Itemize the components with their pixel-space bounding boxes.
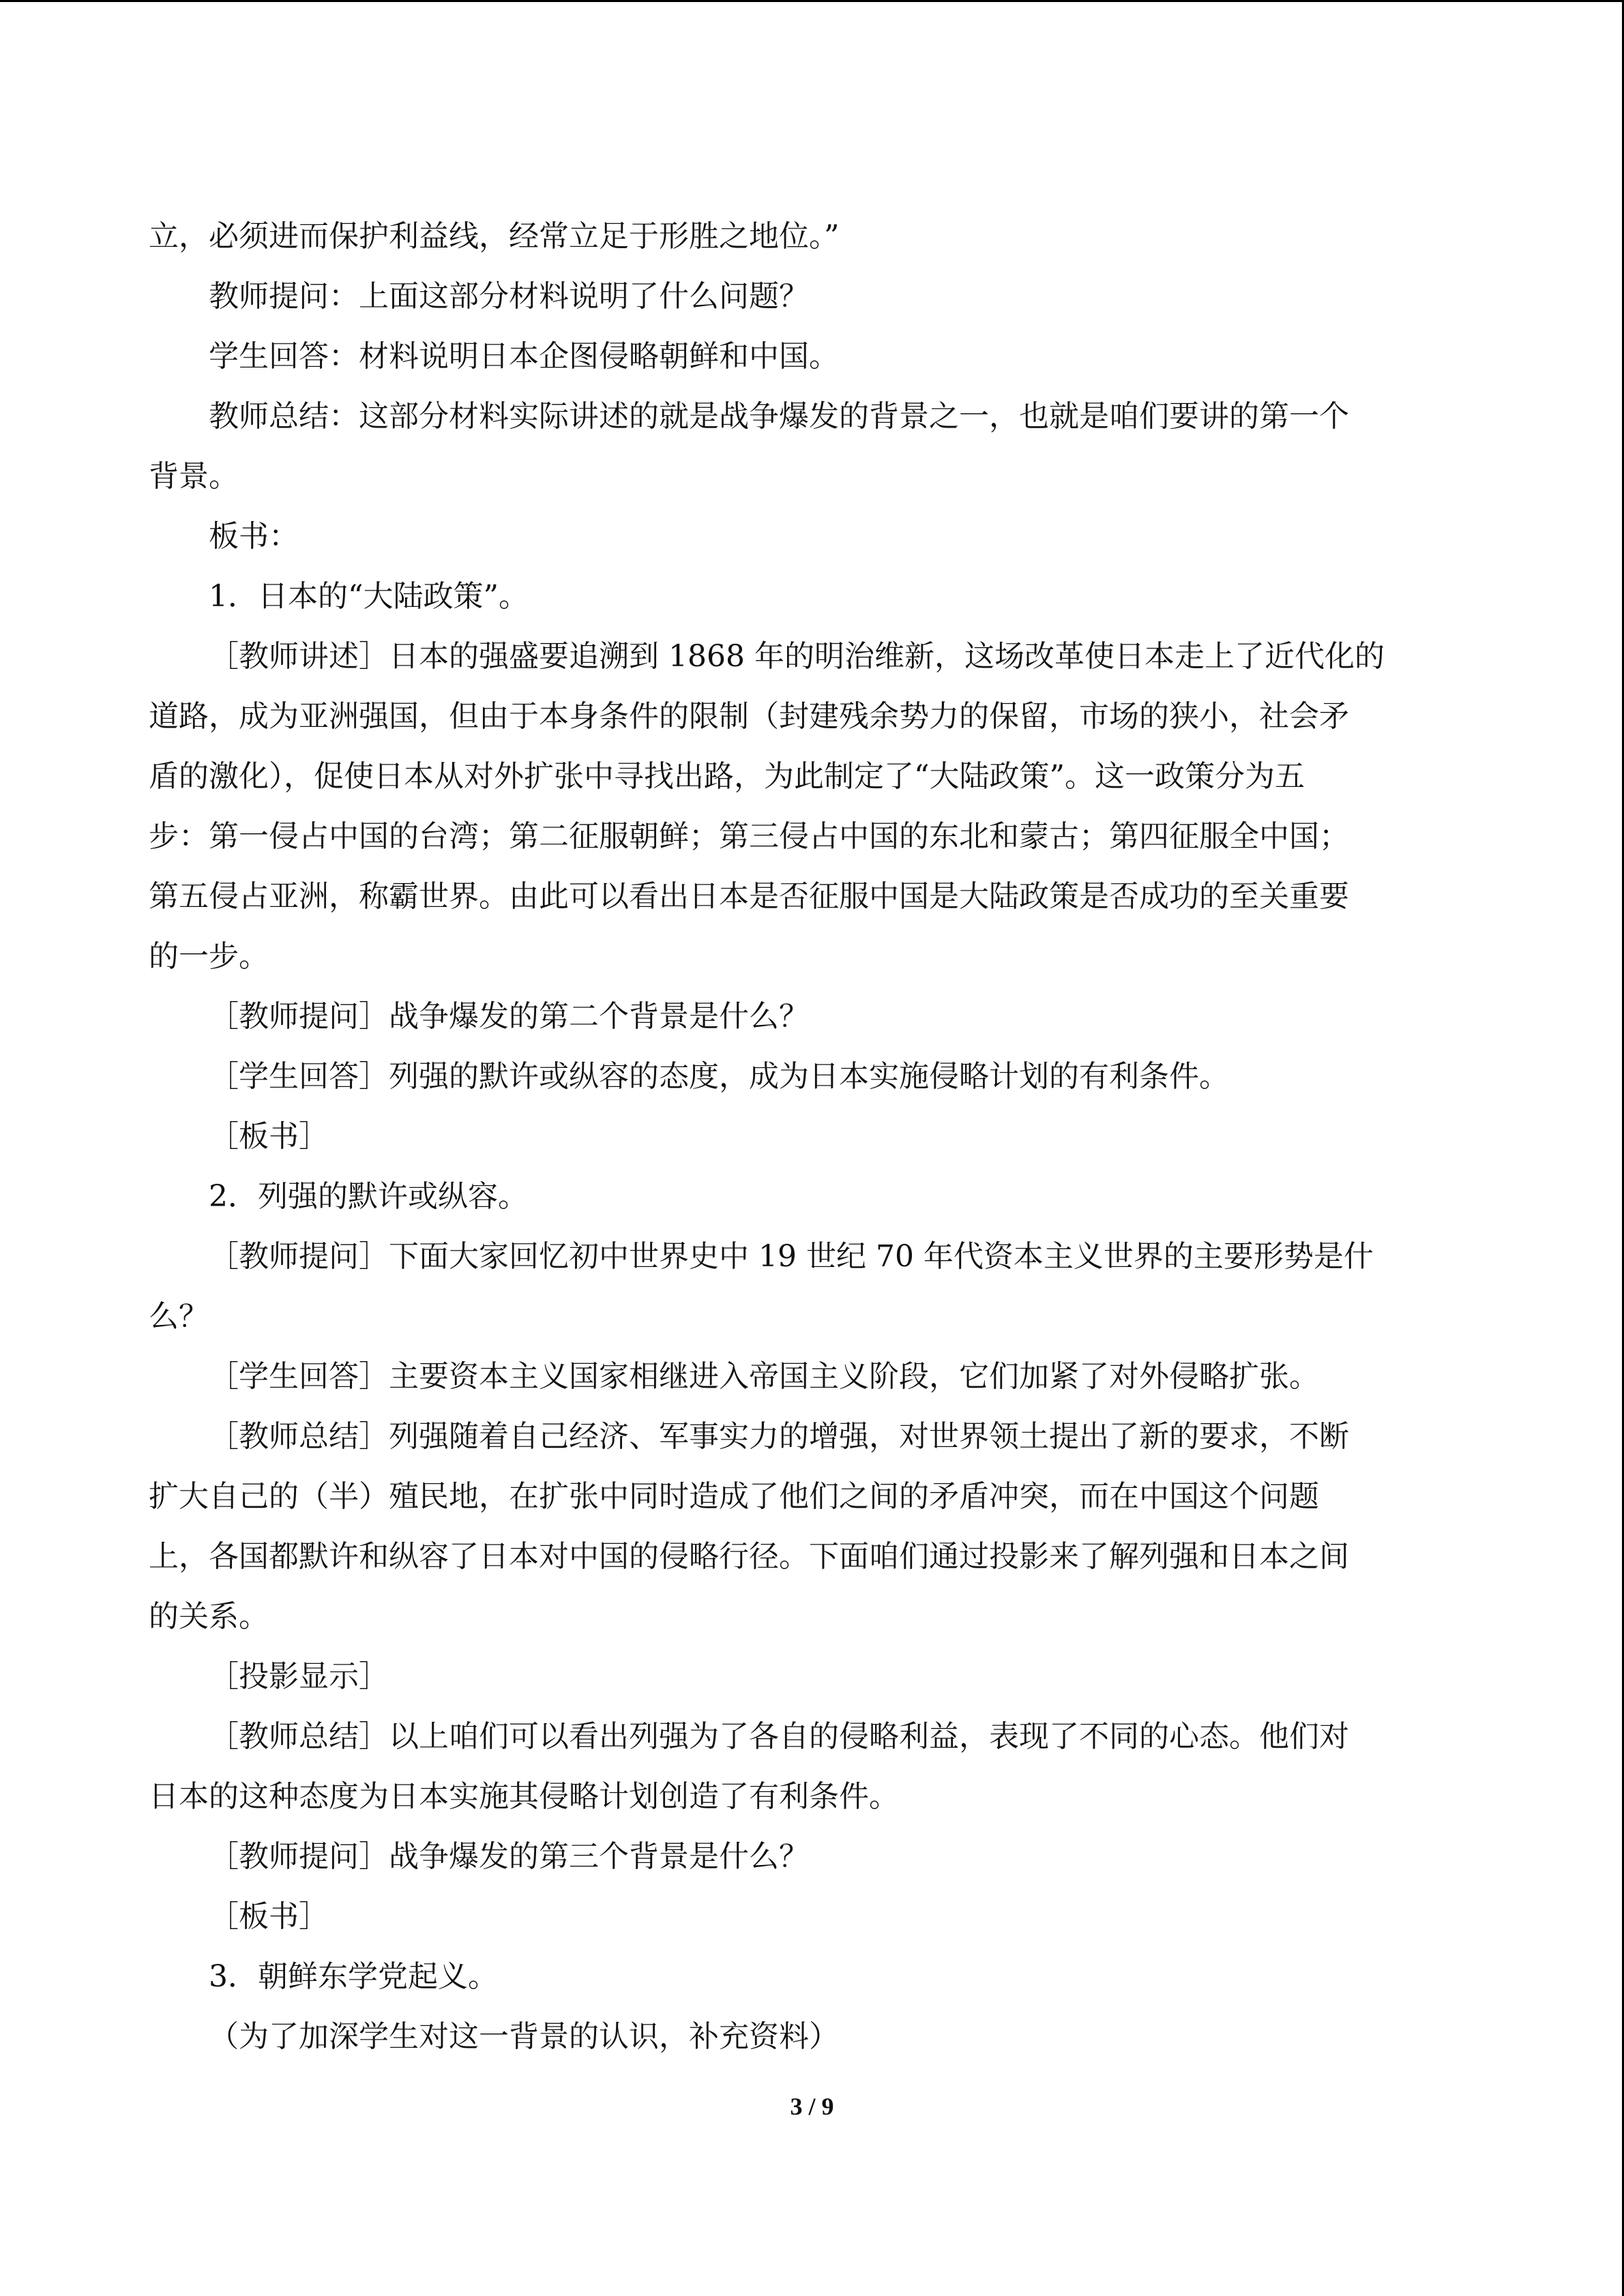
text-line: 道路，成为亚洲强国，但由于本身条件的限制（封建残余势力的保留，市场的狭小，社会矛: [149, 699, 1349, 734]
text-line: 教师提问：上面这部分材料说明了什么问题？: [209, 279, 809, 314]
text-line: ［板书］: [209, 1119, 329, 1154]
text-line: 盾的激化），促使日本从对外扩张中寻找出路，为此制定了“大陆政策”。这一政策分为五: [149, 759, 1305, 794]
text-line: ［教师讲述］日本的强盛要追溯到 1868 年的明治维新，这场改革使日本走上了近代化的: [209, 639, 1385, 674]
text-line: 立，必须进而保护利益线，经常立足于形胜之地位。”: [149, 219, 840, 254]
text-line: 板书：: [209, 519, 299, 554]
text-line: ［板书］: [209, 1899, 329, 1934]
text-line: 学生回答：材料说明日本企图侵略朝鲜和中国。: [209, 339, 839, 374]
text-line: ［教师提问］战争爆发的第二个背景是什么？: [209, 999, 809, 1034]
text-line: （为了加深学生对这一背景的认识，补充资料）: [209, 2019, 839, 2054]
text-line: ［投影显示］: [209, 1659, 389, 1694]
text-line: ［教师提问］战争爆发的第三个背景是什么？: [209, 1839, 809, 1874]
text-line: 上，各国都默许和纵容了日本对中国的侵略行径。下面咱们通过投影来了解列强和日本之间: [149, 1539, 1349, 1574]
text-line: 步：第一侵占中国的台湾；第二征服朝鲜；第三侵占中国的东北和蒙古；第四征服全中国；: [149, 819, 1349, 854]
text-line: ［学生回答］列强的默许或纵容的态度，成为日本实施侵略计划的有利条件。: [209, 1059, 1229, 1094]
text-line: ［学生回答］主要资本主义国家相继进入帝国主义阶段，它们加紧了对外侵略扩张。: [209, 1359, 1319, 1394]
page-number: 3 / 9: [790, 2093, 834, 2120]
text-line: 的关系。: [149, 1599, 269, 1634]
text-line: 扩大自己的（半）殖民地，在扩张中同时造成了他们之间的矛盾冲突，而在中国这个问题: [149, 1479, 1319, 1514]
text-line: 3．朝鲜东学党起义。: [209, 1959, 498, 1994]
text-line: 1．日本的“大陆政策”。: [209, 579, 529, 614]
text-line: 么？: [149, 1299, 209, 1334]
text-line: 第五侵占亚洲，称霸世界。由此可以看出日本是否征服中国是大陆政策是否成功的至关重要: [149, 879, 1349, 914]
text-line: 日本的这种态度为日本实施其侵略计划创造了有利条件。: [149, 1779, 899, 1814]
text-line: 背景。: [149, 459, 239, 494]
text-line: 教师总结：这部分材料实际讲述的就是战争爆发的背景之一，也就是咱们要讲的第一个: [209, 399, 1349, 434]
text-line: ［教师总结］列强随着自己经济、军事实力的增强，对世界领土提出了新的要求，不断: [209, 1419, 1349, 1454]
text-line: 2．列强的默许或纵容。: [209, 1179, 528, 1214]
document-body: [149, 207, 1479, 2067]
text-line: ［教师总结］以上咱们可以看出列强为了各自的侵略利益，表现了不同的心态。他们对: [209, 1719, 1349, 1754]
text-line: ［教师提问］下面大家回忆初中世界史中 19 世纪 70 年代资本主义世界的主要形势是什: [209, 1239, 1374, 1274]
text-line: 的一步。: [149, 939, 269, 974]
